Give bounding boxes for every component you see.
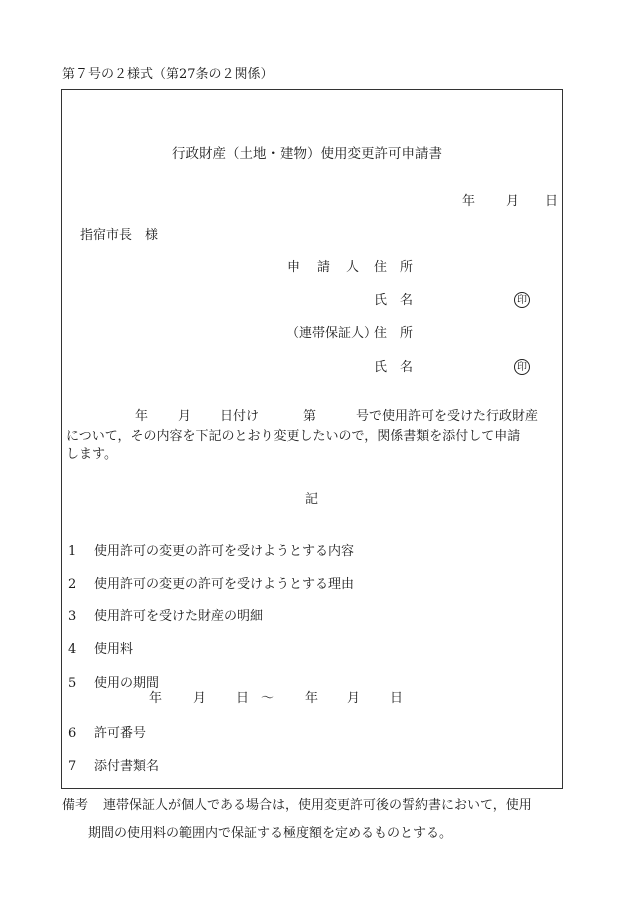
applicant-seal-icon: 印 <box>514 292 530 308</box>
remarks-line-2: 期間の使用料の範囲内で保証する極度額を定めるものとする。 <box>88 826 453 841</box>
item-text: 使用料 <box>94 642 134 657</box>
applicant-label-char-2: 請 <box>317 260 331 275</box>
item-number: 1 <box>68 544 77 559</box>
item-text: 使用許可の変更の許可を受けようとする理由 <box>94 577 355 592</box>
document-title: 行政財産（土地・建物）使用変更許可申請書 <box>172 146 442 162</box>
item-text: 添付書類名 <box>94 759 160 774</box>
date-day-label: 日 <box>545 194 559 209</box>
period-year-2: 年 <box>305 691 319 706</box>
item-number: 5 <box>68 676 77 691</box>
period-day-2: 日 <box>390 691 404 706</box>
guarantor-seal-icon: 印 <box>514 359 530 375</box>
item-number: 3 <box>68 609 77 624</box>
body-month: 月 <box>178 409 192 424</box>
item-text: 許可番号 <box>94 726 147 741</box>
body-date-suffix: 日付け <box>220 409 260 424</box>
body-line3: します。 <box>66 447 117 462</box>
applicant-address-label: 住 所 <box>374 260 414 275</box>
guarantor-label: （連帯保証人） <box>286 326 378 341</box>
guarantor-address-label: 住 所 <box>374 326 414 341</box>
item-text: 使用許可を受けた財産の明細 <box>94 609 264 624</box>
item-number: 7 <box>68 759 77 774</box>
remarks-line-1: 連帯保証人が個人である場合は，使用変更許可後の誓約書において，使用 <box>103 798 532 813</box>
addressee: 指宿市長 様 <box>80 228 159 243</box>
period-tilde: ～ <box>261 691 275 706</box>
date-year-label: 年 <box>462 194 476 209</box>
applicant-label-char-3: 人 <box>346 260 360 275</box>
item-text: 使用の期間 <box>94 676 160 691</box>
item-text: 使用許可の変更の許可を受けようとする内容 <box>94 544 355 559</box>
form-number: 第７号の２様式（第27条の２関係） <box>62 67 274 82</box>
applicant-label-char-1: 申 <box>287 260 301 275</box>
item-number: 4 <box>68 642 77 657</box>
ki-heading: 記 <box>305 492 319 507</box>
period-year-1: 年 <box>149 691 163 706</box>
item-number: 2 <box>68 577 77 592</box>
body-year: 年 <box>135 409 149 424</box>
item-number: 6 <box>68 726 77 741</box>
period-month-2: 月 <box>347 691 361 706</box>
body-line1-end: 号で使用許可を受けた行政財産 <box>356 409 539 424</box>
date-month-label: 月 <box>506 194 520 209</box>
body-number-prefix: 第 <box>303 409 317 424</box>
applicant-name-label: 氏 名 <box>374 293 414 308</box>
guarantor-name-label: 氏 名 <box>374 360 414 375</box>
body-line2: について，その内容を下記のとおり変更したいので，関係書類を添付して申請 <box>66 429 521 444</box>
period-month-1: 月 <box>193 691 207 706</box>
period-day-1: 日 <box>236 691 250 706</box>
remarks-label: 備考 <box>62 798 89 813</box>
